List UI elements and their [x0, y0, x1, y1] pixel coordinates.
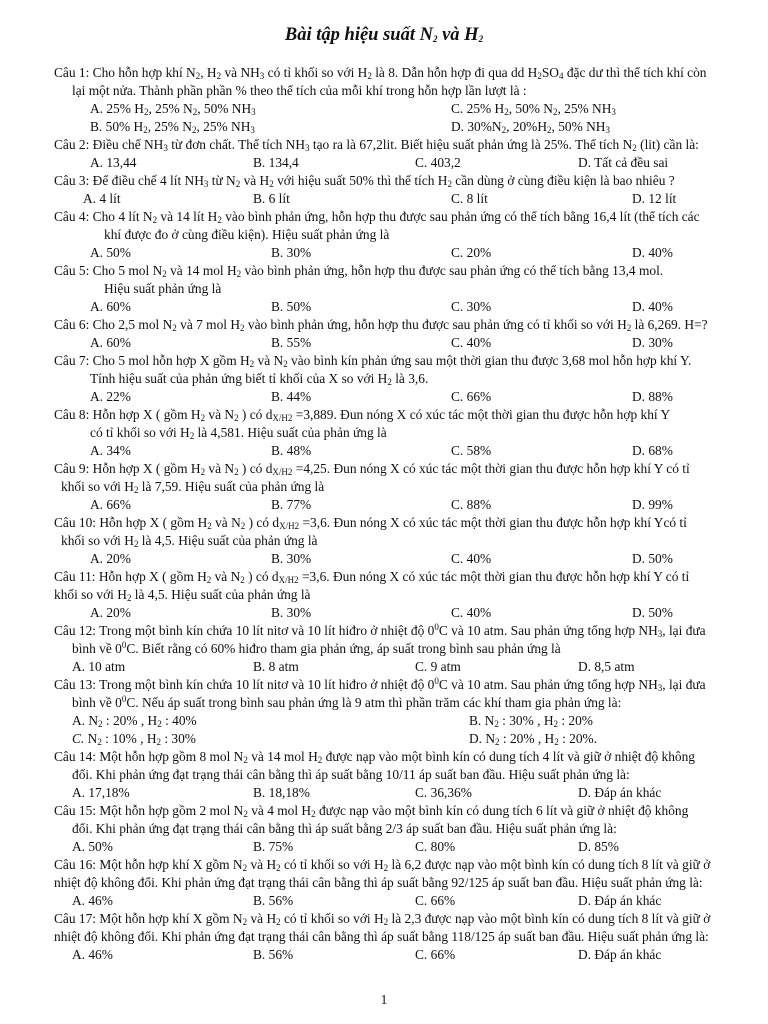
answer-option: B. 6 lít — [253, 191, 290, 206]
answer-option: A. 17,18% — [72, 785, 130, 800]
answer-option: A. 4 lít — [83, 191, 121, 206]
answer-option: D. Đáp án khác — [578, 947, 662, 962]
answer-option: A. 20% — [90, 605, 131, 620]
question-text-line: Câu 14: Một hỗn hợp gồm 8 mol $N_2$ và 14 mol $H_2$ được nạp vào một bình kín có dung tích 4 lít và giữ ở nhiệt độ không — [54, 749, 695, 765]
question-text-line: Câu 9: Hỗn hợp X ( gồm $H_2$ và $N_2$ ) có $d_{X/H2} =4,25$. Đun nóng X có xúc tác một thời gian thu được hỗn hợp khí Y có tỉ — [54, 461, 690, 477]
answer-option: C. 66% — [451, 389, 492, 404]
answer-option: A. 60% — [90, 335, 131, 350]
answer-option: C. 9 atm — [415, 659, 461, 674]
page-title: Bài tập hiệu suất $N_2$ và $H_2$ — [284, 25, 484, 45]
answer-option: D. 99% — [632, 497, 673, 512]
answer-option: B. 56% — [253, 893, 294, 908]
answer-option: B. 30% — [271, 605, 312, 620]
answer-option: D. 88% — [632, 389, 673, 404]
question-text-line: Câu 5: Cho 5 mol $N_2$ và 14 mol $H_2$ vào bình phản ứng, hỗn hợp thu được sau phản ứng có thể tích bằng 13,4 mol. — [54, 263, 664, 279]
answer-option: C. 30% — [451, 299, 492, 314]
answer-option: B. 77% — [271, 497, 312, 512]
answer-option: B. 48% — [271, 443, 312, 458]
page-number: 1 — [380, 992, 388, 1007]
answer-option: B. 75% — [253, 839, 294, 854]
answer-option: A. 50% — [90, 245, 131, 260]
question-text-line: khối so với $H_2$ là 7,59. Hiệu suất của phản ứng là — [61, 479, 325, 495]
answer-option: D. $30\%N_2$, $20\%H_2$, 50% $NH_3$ — [451, 119, 610, 135]
answer-option: C. 36,36% — [415, 785, 472, 800]
answer-option: D. 68% — [632, 443, 673, 458]
answer-option: D. 50% — [632, 551, 673, 566]
answer-option: B. 18,18% — [253, 785, 310, 800]
answer-option: A. 34% — [90, 443, 131, 458]
answer-option: A. 60% — [90, 299, 131, 314]
answer-option: A. 25% $H_2$, 25% $N_2$, 50% $NH_3$ — [90, 101, 256, 117]
question-text-line: bình về $0^0C$. Nếu áp suất trong bình sau phản ứng là 9 atm thì phần trăm các khí tham gia phản ứng là: — [72, 694, 622, 710]
answer-option: A. 22% — [90, 389, 131, 404]
answer-option: D. 12 lít — [632, 191, 677, 206]
question-text-line: Câu 4: Cho 4 lít $N_2$ và 14 lít $H_2$ vào bình phản ứng, hỗn hợp thu được sau phản ứng có thể tích bằng 16,4 lít (thể tích các — [54, 209, 700, 225]
answer-option: C. 66% — [415, 947, 456, 962]
answer-option: B. 50% — [271, 299, 312, 314]
question-text-line: Câu 16: Một hỗn hợp khí X gồm $N_2$ và $H_2$ có tỉ khối so với $H_2$ là 6,2 được nạp vào một bình kín có dung tích 8 lít và giữ ở — [54, 857, 711, 873]
answer-option: C. 40% — [451, 551, 492, 566]
question-text-line: nhiệt độ không đổi. Khi phản ứng đạt trạng thái cân bằng thì áp suất bằng 118/125 áp suất ban đầu. Hiệu suất phản ứng là: — [54, 929, 709, 944]
question-text-line: khí được đo ở cùng điều kiện). Hiệu suất phản ứng là — [104, 227, 390, 242]
answer-option: D. 8,5 atm — [578, 659, 635, 674]
answer-option: D. 40% — [632, 245, 673, 260]
answer-option: B. $N_2$ : 30% , $H_2$ : 20% — [469, 713, 593, 729]
question-text-line: lại một nửa. Thành phần phần % theo thể tích của mỗi khí trong hỗn hợp lần lượt là : — [72, 83, 527, 98]
question-text-line: Câu 1: Cho hỗn hợp khí $N_2$, $H_2$ và $NH_3$ có tỉ khối so với $H_2$ là 8. Dẫn hỗn hợp đi qua dd $H_2SO_4$ đặc dư thì thể tích khí còn — [54, 65, 707, 81]
question-text-line: Câu 3: Để điều chế 4 lít $NH_3$ từ $N_2$ và $H_2$ với hiệu suất 50% thì thể tích $H_2$ cần dùng ở cùng điều kiện là bao nhiêu ? — [54, 173, 675, 189]
question-text-line: khối so với $H_2$ là 4,5. Hiệu suất của phản ứng là — [54, 587, 311, 603]
answer-option: C. $N_2$ : 10% , $H_2$ : 30% — [72, 731, 196, 747]
answer-option: A. 46% — [72, 893, 113, 908]
question-text-line: Tính hiệu suất của phản ứng biết tỉ khối của X so với $H_2$ là 3,6. — [90, 371, 429, 387]
question-text-line: bình về $0^0C$. Biết rằng có 60% hiđro tham gia phản ứng, áp suất trong bình sau phản ứng là — [72, 640, 561, 656]
question-text-line: đổi. Khi phản ứng đạt trạng thái cân bằng thì áp suất bằng 2/3 áp suất ban đầu. Hiệu suất phản ứng là: — [72, 821, 617, 836]
question-text-line: Câu 11: Hỗn hợp X ( gồm $H_2$ và $N_2$ ) có $d_{X/H2} =3,6$. Đun nóng X có xúc tác một thời gian thu được hỗn hợp khí Y có tỉ — [54, 569, 690, 585]
question-text-line: đổi. Khi phản ứng đạt trạng thái cân bằng thì áp suất bằng 10/11 áp suất ban đầu. Hiệu suất phản ứng là: — [72, 767, 630, 782]
answer-option: C. 66% — [415, 893, 456, 908]
answer-option: C. 20% — [451, 245, 492, 260]
answer-option: B. 30% — [271, 551, 312, 566]
answer-option: D. 85% — [578, 839, 619, 854]
question-text-line: Câu 7: Cho 5 mol hỗn hợp X gồm $H_2$ và $N_2$ vào bình kín phản ứng sau một thời gian thu được 3,68 mol hỗn hợp khí Y. — [54, 353, 692, 369]
question-text-line: có tỉ khối so với $H_2$ là 4,581. Hiệu suất của phản ứng là — [90, 425, 387, 441]
answer-option: A. 50% — [72, 839, 113, 854]
answer-option: C. 25% $H_2$, 50% $N_2$, 25% $NH_3$ — [451, 101, 616, 117]
question-text-line: khối so với $H_2$ là 4,5. Hiệu suất của phản ứng là — [61, 533, 318, 549]
question-text-line: Câu 2: Điều chế $NH_3$ từ đơn chất. Thể tích $NH_3$ tạo ra là 67,2lit. Biết hiệu suất phản ứng là 25%. Thể tích $N_2$ (lit) cần là: — [54, 137, 699, 153]
answer-option: C. 58% — [451, 443, 492, 458]
answer-option: C. 40% — [451, 335, 492, 350]
answer-option: B. 50% $H_2$, 25% $N_2$, 25% $NH_3$ — [90, 119, 255, 135]
question-text-line: Câu 12: Trong một bình kín chứa 10 lít nitơ và 10 lít hiđro ở nhiệt độ $0^0C$ và 10 atm. Sau phản ứng tổng hợp $NH_3$, lại đưa — [54, 622, 706, 639]
answer-option: C. 40% — [451, 605, 492, 620]
answer-option: D. 30% — [632, 335, 673, 350]
question-text-line: Hiệu suất phản ứng là — [104, 281, 222, 296]
answer-option: B. 56% — [253, 947, 294, 962]
question-text-line: Câu 8: Hỗn hợp X ( gồm $H_2$ và $N_2$ ) có $d_{X/H2} =3,889$. Đun nóng X có xúc tác một thời gian thu được hỗn hợp khí Y — [54, 407, 671, 423]
answer-option: D. Tất cả đều sai — [578, 155, 669, 170]
answer-option: D. 40% — [632, 299, 673, 314]
question-text-line: Câu 13: Trong một bình kín chứa 10 lít nitơ và 10 lít hiđro ở nhiệt độ $0^0C$ và 10 atm. Sau phản ứng tổng hợp $NH_3$, lại đưa — [54, 676, 706, 693]
question-text-line: nhiệt độ không đổi. Khi phản ứng đạt trạng thái cân bằng thì áp suất bằng 92/125 áp suất ban đầu. Hiệu suất phản ứng là: — [54, 875, 703, 890]
question-text-line: Câu 15: Một hỗn hợp gồm 2 mol $N_2$ và 4 mol $H_2$ được nạp vào một bình kín có dung tích 6 lít và giữ ở nhiệt độ không — [54, 803, 689, 819]
question-text-line: Câu 17: Một hỗn hợp khí X gồm $N_2$ và $H_2$ có tỉ khối so với $H_2$ là 2,3 được nạp vào một bình kín có dung tích 8 lít và giữ ở — [54, 911, 711, 927]
answer-option: C. 80% — [415, 839, 456, 854]
answer-option: B. 30% — [271, 245, 312, 260]
answer-option: A. 46% — [72, 947, 113, 962]
answer-option: D. Đáp án khác — [578, 893, 662, 908]
question-text-line: Câu 6: Cho 2,5 mol $N_2$ và 7 mol $H_2$ vào bình phản ứng, hỗn hợp thu được sau phản ứng có tỉ khối so với $H_2$ là 6,269. H=? — [54, 317, 708, 333]
answer-option: A. 13,44 — [90, 155, 137, 170]
answer-option: A. 66% — [90, 497, 131, 512]
question-text-line: Câu 10: Hỗn hợp X ( gồm $H_2$ và $N_2$ ) có $d_{X/H2} =3,6$. Đun nóng X có xúc tác một thời gian thu được hỗn hợp khí Ycó tỉ — [54, 515, 687, 531]
answer-option: A. 10 atm — [72, 659, 126, 674]
answer-option: B. 8 atm — [253, 659, 299, 674]
answer-option: C. 403,2 — [415, 155, 461, 170]
answer-option: C. 88% — [451, 497, 492, 512]
answer-option: B. 55% — [271, 335, 312, 350]
answer-option: B. 134,4 — [253, 155, 299, 170]
answer-option: D. 50% — [632, 605, 673, 620]
answer-option: A. $N_2$ : 20% , $H_2$ : 40% — [72, 713, 197, 729]
answer-option: A. 20% — [90, 551, 131, 566]
answer-option: B. 44% — [271, 389, 312, 404]
answer-option: D. Đáp án khác — [578, 785, 662, 800]
answer-option: D. $N_2$ : 20% , $H_2$ : 20%. — [469, 731, 598, 747]
answer-option: C. 8 lít — [451, 191, 488, 206]
